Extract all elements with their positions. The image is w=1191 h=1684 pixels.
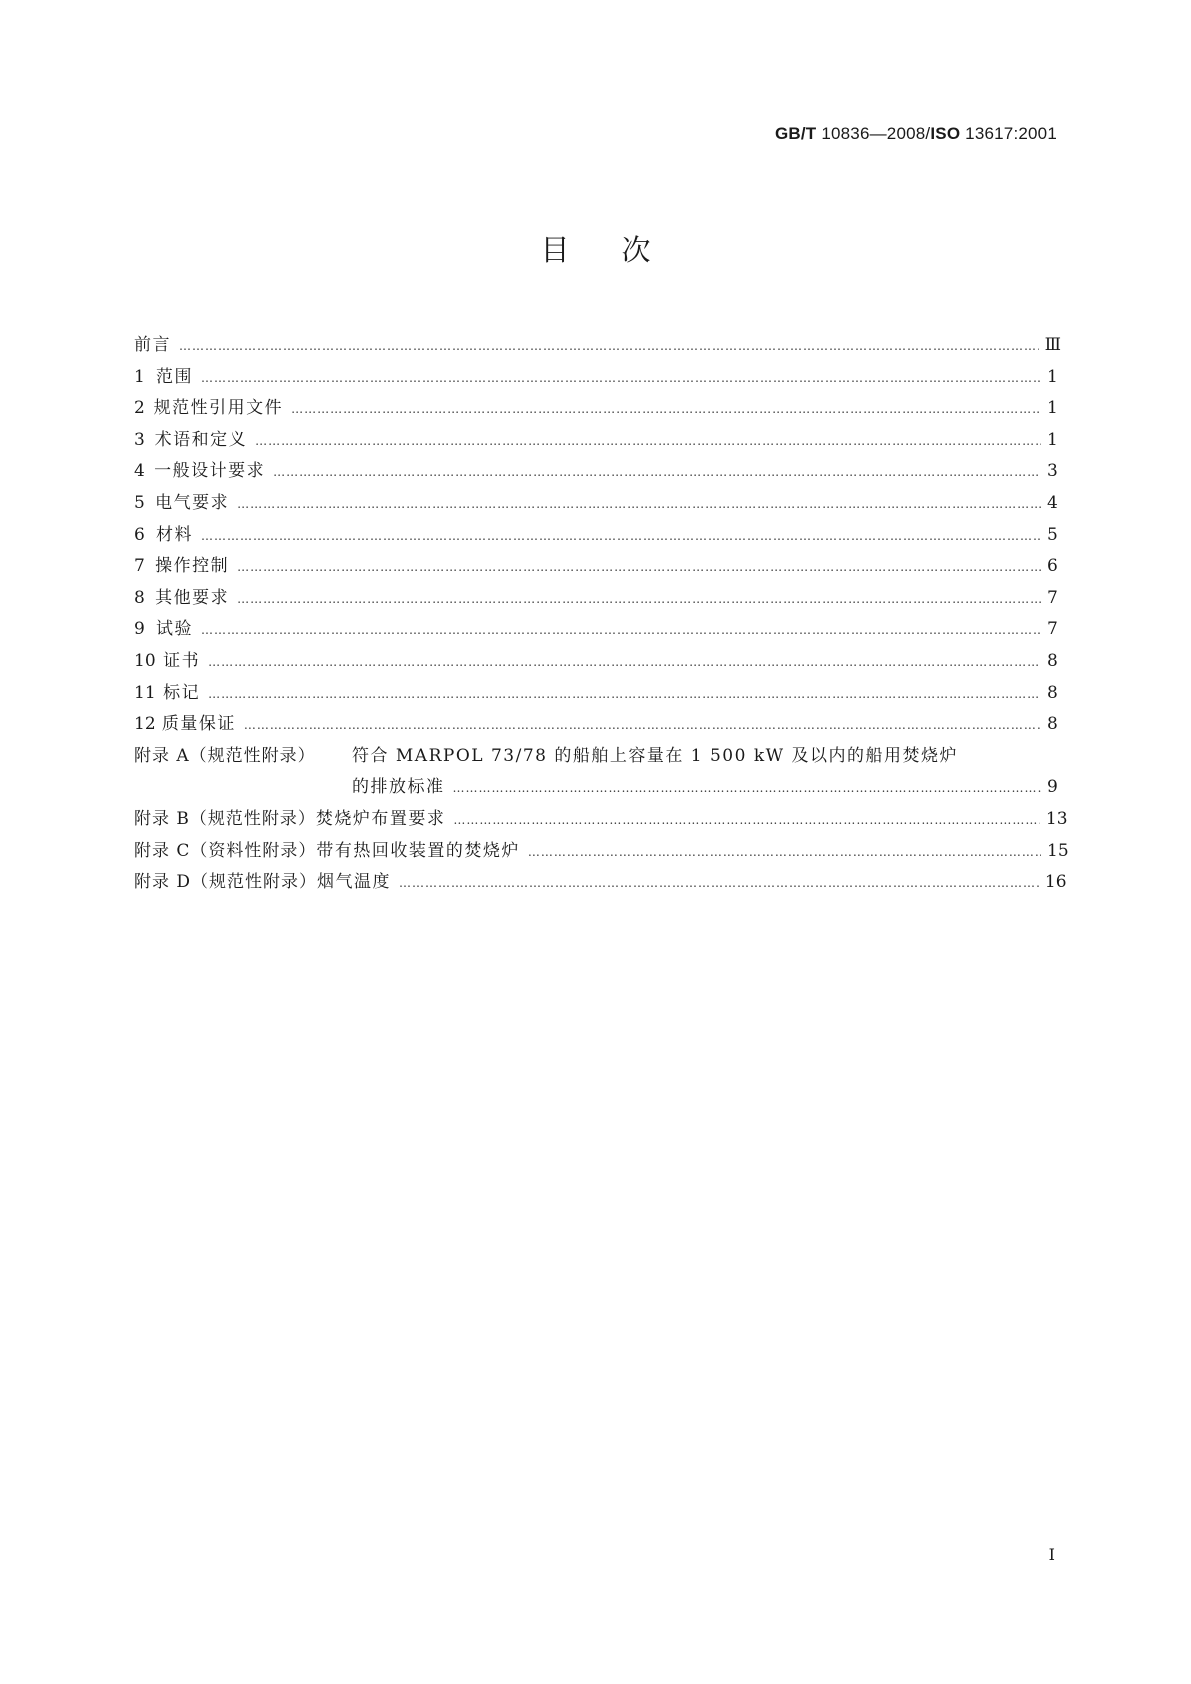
dot-leader [237,552,1041,584]
toc-entry-label: 材料 [156,524,194,545]
dot-leader [255,426,1041,458]
toc-entry-number: 12 [134,714,156,735]
toc-entry[interactable] [134,330,1062,362]
dot-leader [291,394,1041,426]
toc-entry-label: 规范性引用文件 [153,398,284,419]
annex-prefix: 附录 D（规范性附录） [134,872,318,893]
table-of-contents [134,330,1069,899]
toc-entry-page: 4 [1047,492,1058,513]
dot-leader [179,331,1039,363]
annex-prefix: 附录 A（规范性附录） [134,745,316,766]
toc-entry-number: 11 [134,682,156,703]
toc-entry[interactable] [134,678,1057,710]
dot-leader [237,584,1041,616]
toc-entry[interactable] [134,709,1057,741]
toc-entry-label: 一般设计要求 [154,461,266,482]
dot-leader [453,773,1042,805]
iso-prefix: ISO [930,124,961,143]
dot-leader [528,837,1041,869]
toc-entry[interactable] [134,583,1057,615]
toc-entry[interactable] [134,393,1057,425]
toc-main-list [134,330,1062,741]
dot-leader [201,615,1041,647]
toc-entry-page: 3 [1047,461,1058,482]
toc-entry-label: 电气要求 [155,492,230,513]
toc-entry[interactable] [134,520,1057,552]
annex-prefix: 附录 B（规范性附录） [134,808,316,829]
toc-entry-page: 6 [1047,556,1058,577]
gbt-prefix: GB/T [774,124,817,143]
toc-entry-number: 6 [134,524,145,545]
toc-entry[interactable] [134,488,1057,520]
toc-entry-label: 带有热回收装置的焚烧炉 [316,840,520,861]
toc-entry[interactable] [134,362,1057,394]
toc-entry-label: 证书 [163,650,201,671]
toc-entry-page: 8 [1047,650,1058,671]
toc-entry[interactable] [134,614,1057,646]
dot-leader [273,457,1041,489]
toc-entry[interactable] [134,741,1057,773]
toc-entry[interactable] [134,646,1057,678]
page-number: I [1048,1545,1055,1564]
page-title: 目次 [540,233,703,267]
toc-entry-label: 焚烧炉布置要求 [315,808,446,829]
toc-entry-page: 1 [1047,429,1058,450]
toc-entry-number: 4 [134,461,145,482]
toc-annex-list [134,741,1069,899]
toc-entry-page: 1 [1047,366,1058,387]
dot-leader [244,710,1041,742]
toc-entry[interactable] [134,804,1068,836]
toc-entry-number: 5 [134,492,145,513]
toc-entry-page: 13 [1045,808,1068,829]
toc-entry-page: 16 [1044,872,1067,893]
toc-entry-number: 7 [134,556,145,577]
toc-entry-number: 3 [134,429,145,450]
toc-entry[interactable] [134,425,1057,457]
dot-leader [453,805,1040,837]
toc-entry-number: 1 [134,366,145,387]
toc-entry[interactable] [134,867,1067,899]
dot-leader [201,363,1041,395]
toc-entry-number: 2 [134,398,145,419]
dot-leader [208,647,1041,679]
iso-number: 13617:2001 [960,124,1057,143]
dot-leader [399,868,1039,900]
toc-entry-page: 8 [1047,714,1058,735]
toc-entry-page: 8 [1047,682,1058,703]
toc-entry-label: 烟气温度 [317,872,392,893]
dot-leader [237,489,1041,521]
toc-entry[interactable] [134,551,1057,583]
toc-entry-label: 操作控制 [155,556,230,577]
gbt-number: 10836—2008/ [816,124,931,143]
toc-entry-page: Ⅲ [1044,335,1062,355]
toc-entry-label: 试验 [156,619,194,640]
toc-entry-label: 范围 [156,366,194,387]
toc-entry-number: 9 [134,619,145,640]
dot-leader [208,679,1041,711]
toc-entry-label: 术语和定义 [154,429,248,450]
toc-entry-label: 其他要求 [155,587,230,608]
toc-entry-label: 符合 MARPOL 73/78 的船舶上容量在 1 500 kW 及以内的船用焚烧炉 [352,745,959,766]
toc-entry-label-cont: 的排放标准 [352,777,445,798]
toc-entry-label: 标记 [163,682,201,703]
toc-entry-page: 1 [1047,398,1058,419]
toc-entry-page: 15 [1047,840,1069,861]
toc-entry[interactable] [134,456,1057,488]
toc-entry-page: 5 [1047,524,1058,545]
toc-entry-page: 7 [1047,619,1058,640]
standard-number-header [775,124,1057,144]
toc-entry-number: 8 [134,587,145,608]
toc-entry-number: 10 [134,650,156,671]
toc-entry-page: 7 [1047,587,1058,608]
toc-entry[interactable] [134,836,1069,868]
toc-entry-page: 9 [1047,777,1058,798]
toc-entry-label: 质量保证 [161,714,236,735]
annex-prefix: 附录 C（资料性附录） [134,840,317,861]
toc-entry-label: 前言 [134,335,171,355]
toc-entry-continuation [134,772,1057,804]
dot-leader [201,521,1041,553]
